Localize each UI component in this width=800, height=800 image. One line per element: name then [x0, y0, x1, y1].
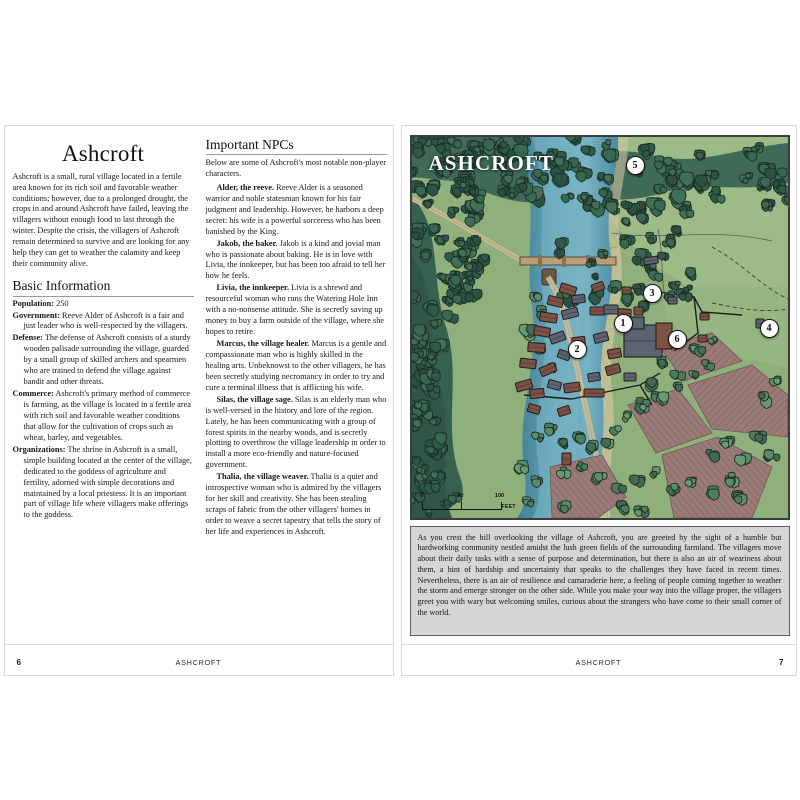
- npc-description: Jakob is a kind and jovial man who is passionate about baking. He is in love with Livia, the innkeeper, but has been too afraid to tell her how he feels.: [205, 238, 386, 281]
- read-aloud-text: As you crest the hill overlooking the village of Ashcroft, you are greeted by the sight of a humble but hardworking community nestled amidst the lush green fields of the surrounding farmland. The villagers move about their daily tasks with a sense of purpose and determination, but there is also an air of weariness about them, a hint of hardship and uncertainty that speaks to the challenges they have faced in recent times. Nevertheless, there is an air of resilience and camaraderie here, a feeling of people coming together to weather the storm and emerge stronger on the other side. While you make your way into the village proper, the villagers greet you with wary but welcoming smiles, curious about the strangers who have come to their small corner of the world.: [417, 532, 782, 617]
- running-head-left: ASHCROFT: [175, 659, 222, 667]
- column-village-overview: [13, 135, 194, 635]
- map-marker-4[interactable]: 4: [760, 319, 779, 338]
- scale-tick-labels: [419, 492, 505, 502]
- basic-info-label: Organizations:: [12, 444, 66, 454]
- basic-info-value: Ashcroft's primary method of commerce is farming, as the village is located in a fertile area with rich soil and favorable weather conditions that allow for the cultivation of crops such as wheat, barley, and vegetables.: [23, 389, 191, 442]
- village-intro-text: Ashcroft is a small, rural village located in a fertile area known for its rich soil and favorable weather conditions; however, due to a prolonged drought, the crops in and around Ashcroft have failed, leaving the villagers without enough food to last through the winter. Despite the crisis, the villagers of Ashcroft remain determined to survive and are looking for any help they can get to weather the calamity and keep their community alive.: [12, 171, 190, 269]
- page-number-left: 6: [16, 657, 21, 667]
- page-right-footer: [402, 644, 796, 675]
- page-left: [4, 125, 394, 676]
- page-left-footer: [5, 644, 393, 675]
- basic-info-item: [13, 333, 194, 388]
- basic-information-list: [13, 299, 194, 522]
- basic-info-item: [13, 299, 194, 310]
- column-npcs: [206, 135, 387, 635]
- npc-name: Jakob, the baker.: [216, 238, 278, 248]
- map-marker-1[interactable]: 1: [614, 314, 633, 333]
- map-artwork: [412, 137, 788, 518]
- page-right: [401, 125, 797, 676]
- map-title: ASHCROFT: [428, 150, 554, 175]
- basic-info-value: The shrine in Ashcroft is a small, simple building located at the center of the village, dedicated to the goddess of agriculture and fertility, adorned with simple decorations and maintained by a local priestess. It is an important part of village life where villagers make offerings to the goddess.: [23, 444, 192, 520]
- basic-info-label: Population:: [12, 298, 54, 308]
- npc-entry: [206, 239, 387, 283]
- npc-intro-text: Below are some of Ashcroft's most notable non-player characters.: [205, 158, 387, 178]
- basic-info-value: Reeve Alder of Ashcroft is a fair and just leader who is well-respected by the villagers.: [23, 310, 188, 331]
- npc-description: Marcus is a gentle and compassionate man who is highly skilled in the healing arts. Unbeknowst to the other villagers, he has been secretly studying necromancy in order to try and cure a terminal illness that is afflicting his wife.: [205, 339, 387, 392]
- basic-info-label: Defense:: [12, 333, 43, 343]
- scale-tick: 50: [457, 492, 464, 499]
- basic-info-value: 250: [54, 298, 69, 308]
- npc-description: Silas is an elderly man who is well-versed in the history and lore of the region. Lately, he has been communicating with a group of forest spirits in the nearby woods, and is secretly plotting to overthrow the village leadership in order to install a more eco-friendly and nature-focused government.: [205, 394, 387, 470]
- page-title: Ashcroft: [61, 140, 145, 166]
- npc-description: Livia is a shrewd and resourceful woman who runs the Watering Hole Inn with a no-nonsense attitude. She is secretly saving up money to buy a farm outside of the village, where she hopes to retire.: [205, 283, 385, 337]
- map-canvas: [412, 137, 788, 518]
- npc-name: Silas, the village sage.: [216, 394, 293, 404]
- map-marker-2[interactable]: 2: [568, 340, 587, 359]
- npc-entry: [206, 395, 387, 472]
- scale-bar-graphic: [422, 502, 502, 510]
- read-aloud-box: [410, 526, 790, 636]
- basic-information-heading: Basic Information: [13, 278, 194, 297]
- basic-info-label: Government:: [12, 310, 60, 320]
- scale-tick: 100: [494, 492, 505, 499]
- basic-info-item: [13, 389, 194, 444]
- scale-unit-label: FEET: [501, 503, 516, 510]
- basic-info-label: Commerce:: [12, 389, 54, 399]
- map-scale-bar: [419, 492, 516, 510]
- important-npcs-heading: Important NPCs: [206, 137, 387, 156]
- npc-entry: [206, 472, 387, 538]
- npc-entry: [206, 283, 387, 338]
- npc-name: Marcus, the village healer.: [216, 339, 310, 349]
- npc-description: Reeve Alder is a seasoned warrior and noble statesman known for his fair judgment and leadership. However, he harbors a deep secret: his wife is a powerful sorceress who has been banished by the King.: [205, 182, 384, 236]
- map-marker-3[interactable]: 3: [643, 284, 662, 303]
- basic-info-item: [13, 445, 194, 522]
- npc-list: [206, 183, 387, 538]
- scale-tick: 0: [419, 492, 424, 499]
- page-number-right: 7: [779, 657, 784, 667]
- map-marker-6[interactable]: 6: [668, 330, 687, 349]
- npc-name: Alder, the reeve.: [216, 182, 275, 192]
- npc-entry: [206, 183, 387, 238]
- basic-info-value: The defense of Ashcroft consists of a sturdy wooden palisade surrounding the village, guarded by a small group of skilled archers and spearmen who are trained to defend the village against bandit and other threats.: [23, 333, 191, 387]
- npc-name: Livia, the innkeeper.: [216, 283, 290, 293]
- village-map[interactable]: [410, 135, 790, 520]
- basic-info-item: [13, 311, 194, 333]
- running-head-right: ASHCROFT: [575, 659, 622, 667]
- left-page-columns: [13, 135, 387, 635]
- map-marker-5[interactable]: 5: [626, 156, 645, 175]
- npc-description: Thalia is a quiet and introspective woman who is admired by the villagers for her skill and creativity. She has been stealing scraps of fabric from the other villagers' homes in order to weave a secret tapestry that tells the story of her life and experiences in Ashcroft.: [205, 472, 382, 536]
- npc-entry: [206, 339, 387, 394]
- npc-name: Thalia, the village weaver.: [216, 472, 309, 482]
